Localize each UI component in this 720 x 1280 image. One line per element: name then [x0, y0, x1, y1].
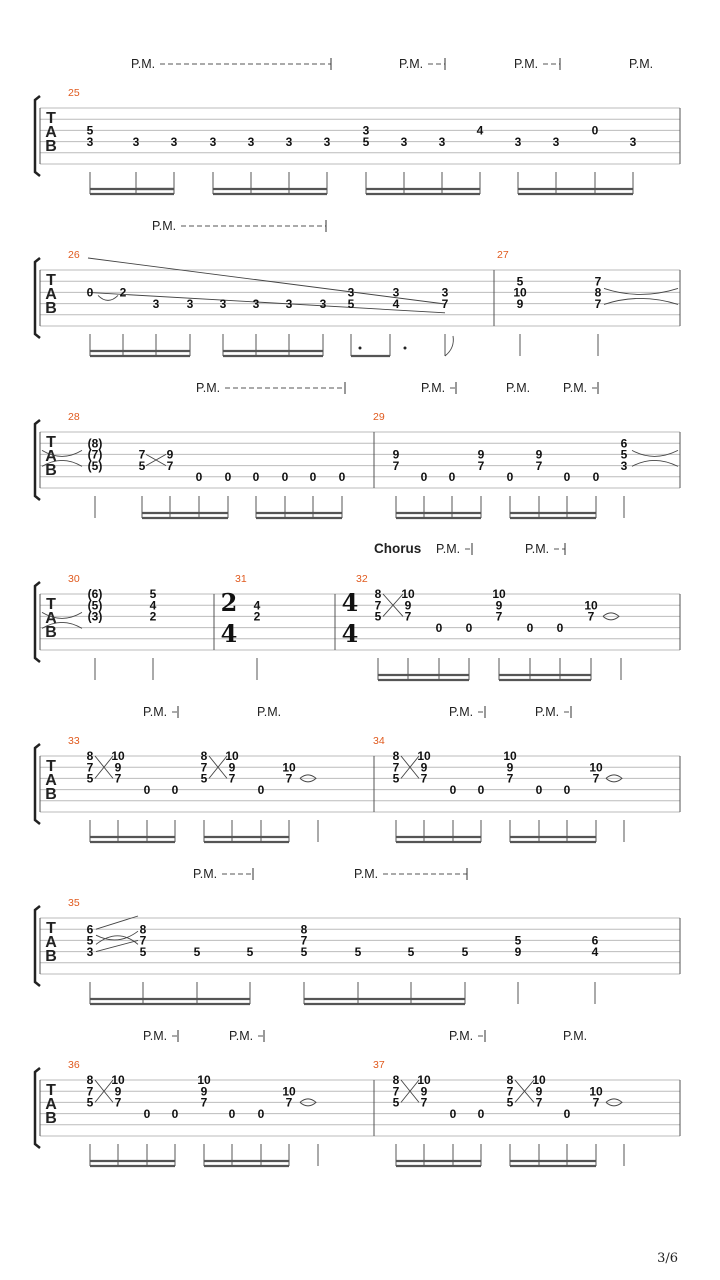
fret-number: 0	[448, 470, 456, 484]
fret-number: 3	[86, 134, 94, 149]
palm-mute-label: P.M.	[193, 867, 218, 881]
fret-number: 8	[594, 285, 602, 300]
fret-number: 3	[441, 285, 449, 300]
fret-number: 3	[620, 458, 628, 473]
fret-number: 3	[132, 134, 140, 149]
fret-number: 7	[166, 458, 174, 473]
fret-number: 6	[86, 922, 94, 937]
fret-number: 0	[252, 470, 260, 484]
fret-number: 9	[420, 1084, 428, 1099]
fret-number: 5	[86, 1095, 94, 1110]
palm-mute-label: P.M.	[421, 381, 446, 395]
fret-number: 7	[392, 760, 400, 775]
fret-number: 8	[86, 1073, 94, 1088]
fret-number: 2	[253, 609, 261, 624]
palm-mute-label: P.M.	[535, 705, 560, 719]
fret-number: 3	[438, 134, 446, 149]
fret-number: (3)	[87, 609, 103, 624]
fret-number: (6)	[87, 587, 103, 602]
measure-number: 33	[68, 735, 80, 747]
fret-number: 0	[506, 470, 514, 484]
fret-number: 10	[584, 598, 598, 613]
system-3	[35, 381, 680, 518]
fret-number: (5)	[87, 598, 103, 613]
fret-number: 4	[149, 598, 157, 613]
measure-number: 37	[373, 1059, 385, 1071]
fret-number: 0	[563, 470, 571, 484]
palm-mute-label: P.M.	[449, 705, 474, 719]
fret-number: 9	[495, 598, 503, 613]
fret-number: 5	[86, 123, 94, 138]
tab-clef-letter: B	[45, 624, 57, 642]
fret-number: 7	[200, 1095, 208, 1110]
fret-number: 7	[86, 1084, 94, 1099]
fret-number: 0	[449, 782, 457, 797]
palm-mute-label: P.M.	[525, 542, 550, 556]
fret-number: 7	[228, 771, 236, 786]
fret-number: 10	[532, 1073, 546, 1088]
palm-mute-label: P.M.	[563, 381, 588, 395]
fret-number: 7	[477, 458, 485, 473]
fret-number: 0	[224, 470, 232, 484]
fret-number: 10	[111, 1073, 125, 1088]
system-7	[35, 1029, 680, 1166]
fret-number: 5	[374, 609, 382, 624]
measure-number: 29	[373, 411, 385, 423]
fret-number: 7	[285, 1095, 293, 1110]
dot	[404, 347, 407, 350]
fret-number: 7	[114, 1095, 122, 1110]
fret-number: 7	[594, 296, 602, 311]
fret-number: 8	[200, 749, 208, 764]
fret-number: 3	[285, 134, 293, 149]
staff-bracket	[35, 1068, 40, 1148]
fret-number: 8	[86, 749, 94, 764]
fret-number: 3	[285, 296, 293, 311]
measure-number: 30	[68, 573, 80, 585]
fret-number: 0	[257, 782, 265, 797]
fret-number: 7	[300, 933, 308, 948]
fret-number: 0	[143, 782, 151, 797]
palm-mute-label: P.M.	[629, 57, 654, 71]
fret-number: 8	[392, 1073, 400, 1088]
palm-mute-label: P.M.	[436, 542, 461, 556]
palm-mute-label: P.M.	[196, 381, 221, 395]
measure-number: 31	[235, 573, 247, 585]
fret-number: 3	[514, 134, 522, 149]
system-6	[35, 867, 680, 1004]
fret-number: 3	[152, 296, 160, 311]
fret-number: 0	[563, 782, 571, 797]
palm-mute-label: P.M.	[514, 57, 539, 71]
fret-number: 9	[114, 760, 122, 775]
fret-number: (8)	[87, 436, 103, 451]
fret-number: 10	[589, 760, 603, 775]
fret-number: 10	[503, 749, 517, 764]
fret-number: 7	[592, 771, 600, 786]
system-2	[35, 219, 680, 356]
fret-number: 5	[620, 447, 628, 462]
time-signature-top: 2	[220, 588, 238, 618]
palm-mute-label: P.M.	[449, 1029, 474, 1043]
fret-number: (5)	[87, 458, 103, 473]
fret-number: 5	[407, 944, 415, 959]
fret-number: 5	[138, 458, 146, 473]
fret-number: 0	[143, 1106, 151, 1121]
fret-number: 0	[257, 1106, 265, 1121]
fret-number: 4	[591, 944, 599, 959]
fret-number: 3	[347, 285, 355, 300]
fret-number: 5	[506, 1095, 514, 1110]
measure-number: 28	[68, 411, 80, 423]
fret-number: 10	[492, 587, 506, 602]
fret-number: 3	[209, 134, 217, 149]
tab-clef-letter: B	[45, 462, 57, 480]
fret-number: 0	[465, 620, 473, 635]
fret-number: 7	[592, 1095, 600, 1110]
tab-clef-letter: A	[45, 124, 57, 142]
fret-number: 10	[589, 1084, 603, 1099]
fret-number: 4	[253, 598, 261, 613]
fret-number: 7	[138, 447, 146, 462]
palm-mute-label: P.M.	[506, 381, 531, 395]
fret-number: 7	[535, 1095, 543, 1110]
palm-mute-label: P.M.	[257, 705, 282, 719]
fret-number: 7	[420, 771, 428, 786]
fret-number: 3	[552, 134, 560, 149]
fret-number: 10	[401, 587, 415, 602]
slide-line	[88, 292, 445, 312]
fret-number: 10	[513, 285, 527, 300]
fret-number: 3	[319, 296, 327, 311]
fret-number: 0	[195, 470, 203, 484]
fret-number: 7	[594, 274, 602, 289]
fret-number: 9	[477, 447, 485, 462]
staff-bracket	[35, 582, 40, 662]
fret-number: 8	[392, 749, 400, 764]
fret-number: 10	[282, 760, 296, 775]
fret-number: 9	[392, 447, 400, 462]
fret-number: 8	[300, 922, 308, 937]
fret-number: 0	[309, 470, 317, 484]
tab-clef-letter: T	[46, 758, 56, 776]
fret-number: 3	[629, 134, 637, 149]
tab-clef-letter: B	[45, 1110, 57, 1128]
palm-mute-label: P.M.	[143, 1029, 168, 1043]
system-1	[35, 57, 680, 194]
fret-number: 3	[252, 296, 260, 311]
tab-clef-letter: A	[45, 286, 57, 304]
fret-number: 3	[400, 134, 408, 149]
fret-number: 7	[392, 1084, 400, 1099]
measure-number: 35	[68, 897, 80, 909]
fret-number: 2	[149, 609, 157, 624]
fret-number: 7	[587, 609, 595, 624]
section-label: Chorus	[374, 541, 422, 556]
staff-bracket	[35, 744, 40, 824]
palm-mute-label: P.M.	[152, 219, 177, 233]
fret-number: 9	[228, 760, 236, 775]
fret-number: 10	[417, 749, 431, 764]
let-ring-mark	[632, 450, 678, 466]
fret-number: 9	[514, 944, 522, 959]
staff-bracket	[35, 258, 40, 338]
fret-number: 0	[171, 782, 179, 797]
fret-number: 0	[435, 620, 443, 635]
fret-number: 9	[516, 296, 524, 311]
flag	[445, 336, 453, 356]
fret-number: 5	[516, 274, 524, 289]
fret-number: (7)	[87, 447, 103, 462]
tab-clef-letter: B	[45, 786, 57, 804]
fret-number: 0	[228, 1106, 236, 1121]
measure-number: 26	[68, 249, 80, 261]
fret-number: 5	[139, 944, 147, 959]
fret-number: 10	[197, 1073, 211, 1088]
fret-number: 7	[495, 609, 503, 624]
fret-number: 3	[186, 296, 194, 311]
tab-clef-letter: A	[45, 1096, 57, 1114]
palm-mute-label: P.M.	[229, 1029, 254, 1043]
fret-number: 5	[200, 771, 208, 786]
page-number: 3/6	[657, 1251, 678, 1266]
fret-number: 8	[139, 922, 147, 937]
fret-number: 0	[171, 1106, 179, 1121]
fret-number: 0	[420, 470, 428, 484]
fret-number: 3	[247, 134, 255, 149]
fret-number: 9	[506, 760, 514, 775]
fret-number: 9	[114, 1084, 122, 1099]
fret-number: 3	[362, 123, 370, 138]
fret-number: 9	[535, 447, 543, 462]
fret-number: 10	[282, 1084, 296, 1099]
palm-mute-label: P.M.	[399, 57, 424, 71]
tab-clef-letter: T	[46, 1082, 56, 1100]
fret-number: 8	[374, 587, 382, 602]
measure-number: 25	[68, 87, 80, 99]
fret-number: 7	[374, 598, 382, 613]
fret-number: 3	[86, 944, 94, 959]
palm-mute-label: P.M.	[131, 57, 156, 71]
fret-number: 10	[225, 749, 239, 764]
fret-number: 0	[591, 123, 599, 138]
fret-number: 10	[417, 1073, 431, 1088]
measure-number: 36	[68, 1059, 80, 1071]
staff-bracket	[35, 906, 40, 986]
fret-number: 0	[563, 1106, 571, 1121]
fret-number: 0	[477, 782, 485, 797]
fret-number: 9	[166, 447, 174, 462]
dot	[359, 347, 362, 350]
fret-number: 5	[392, 1095, 400, 1110]
fret-number: 7	[506, 771, 514, 786]
fret-number: 7	[285, 771, 293, 786]
fret-number: 7	[114, 771, 122, 786]
fret-number: 6	[591, 933, 599, 948]
time-signature-top: 4	[341, 588, 359, 618]
fret-number: 9	[535, 1084, 543, 1099]
tab-clef-letter: B	[45, 300, 57, 318]
system-4	[35, 541, 680, 680]
hammer-on-arc	[98, 295, 118, 300]
fret-number: 0	[281, 470, 289, 484]
fret-number: 3	[170, 134, 178, 149]
fret-number: 6	[620, 436, 628, 451]
fret-number: 5	[86, 933, 94, 948]
tab-clef-letter: A	[45, 610, 57, 628]
fret-number: 7	[86, 760, 94, 775]
fret-number: 3	[392, 285, 400, 300]
tab-clef-letter: A	[45, 448, 57, 466]
fret-number: 0	[526, 620, 534, 635]
fret-number: 8	[506, 1073, 514, 1088]
slide-mark	[146, 454, 166, 465]
fret-number: 7	[392, 458, 400, 473]
fret-number: 7	[535, 458, 543, 473]
palm-mute-label: P.M.	[563, 1029, 588, 1043]
fret-number: 0	[477, 1106, 485, 1121]
fret-number: 7	[139, 933, 147, 948]
fret-number: 5	[347, 296, 355, 311]
tab-clef-letter: A	[45, 934, 57, 952]
palm-mute-label: P.M.	[354, 867, 379, 881]
tab-clef-letter: T	[46, 272, 56, 290]
fret-number: 4	[476, 123, 484, 138]
fret-number: 9	[200, 1084, 208, 1099]
fret-number: 7	[404, 609, 412, 624]
fret-number: 0	[338, 470, 346, 484]
fret-number: 5	[193, 944, 201, 959]
fret-number: 10	[111, 749, 125, 764]
staff-bracket	[35, 96, 40, 176]
tab-clef-letter: T	[46, 596, 56, 614]
fret-number: 5	[362, 134, 370, 149]
tab-clef-letter: T	[46, 110, 56, 128]
fret-number: 5	[354, 944, 362, 959]
fret-number: 2	[119, 285, 127, 300]
fret-number: 5	[514, 933, 522, 948]
fret-number: 7	[200, 760, 208, 775]
measure-number: 32	[356, 573, 368, 585]
fret-number: 5	[149, 587, 157, 602]
tab-clef-letter: B	[45, 948, 57, 966]
fret-number: 0	[556, 620, 564, 635]
tab-clef-letter: B	[45, 138, 57, 156]
fret-number: 5	[86, 771, 94, 786]
let-ring-mark	[604, 288, 678, 304]
fret-number: 5	[300, 944, 308, 959]
fret-number: 7	[506, 1084, 514, 1099]
time-signature-bottom: 4	[341, 618, 359, 648]
fret-number: 3	[323, 134, 331, 149]
fret-number: 0	[449, 1106, 457, 1121]
fret-number: 4	[392, 296, 400, 311]
fret-number: 5	[392, 771, 400, 786]
fret-number: 0	[535, 782, 543, 797]
fret-number: 7	[441, 296, 449, 311]
tab-clef-letter: T	[46, 434, 56, 452]
fret-number: 0	[592, 470, 600, 484]
palm-mute-label: P.M.	[143, 705, 168, 719]
fret-number: 7	[420, 1095, 428, 1110]
fret-number: 3	[219, 296, 227, 311]
measure-number: 27	[497, 249, 509, 261]
fret-number: 9	[404, 598, 412, 613]
slide-mark	[96, 916, 138, 952]
tab-clef-letter: T	[46, 920, 56, 938]
fret-number: 0	[86, 285, 94, 300]
fret-number: 5	[461, 944, 469, 959]
tab-clef-letter: A	[45, 772, 57, 790]
fret-number: 5	[246, 944, 254, 959]
measure-number: 34	[373, 735, 385, 747]
time-signature-bottom: 4	[220, 618, 238, 648]
staff-bracket	[35, 420, 40, 500]
system-5	[35, 705, 680, 842]
fret-number: 9	[420, 760, 428, 775]
